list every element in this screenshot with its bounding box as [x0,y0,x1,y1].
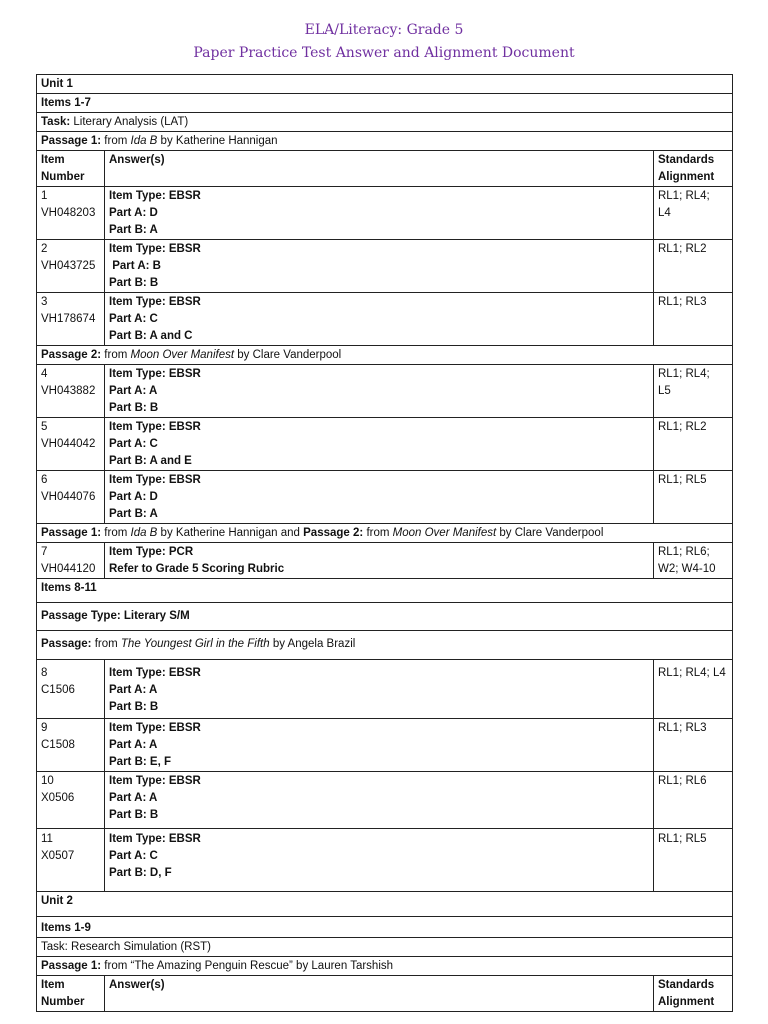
standards-line-1: RL1; RL4; [657,190,710,202]
part-a: Part A: A [109,684,158,696]
item-number-cell [37,719,105,772]
item-id: C1508 [41,739,75,751]
item-number: 3 [41,296,48,308]
item-number-cell [37,418,105,471]
item-number: 11 [41,833,53,845]
item-type: Item Type: EBSR [109,667,201,679]
part-a: Part A: A [109,385,158,397]
standards-cell [653,240,732,293]
item-number: 10 [41,775,54,787]
answer-cell [105,719,654,772]
header-standards: Standards [657,154,715,166]
part-b: Part B: A [109,508,158,520]
table-row [37,543,733,579]
standards-line-1: RL1; RL4; [657,368,710,380]
standards-cell [653,829,732,892]
standards-header [653,151,732,187]
passage-title: The Youngest Girl in the Fifth [120,638,270,650]
item-type: Item Type: PCR [109,546,194,558]
item-id: VH044042 [41,438,96,450]
standards-line-1: RL1; RL6; [657,546,710,558]
standards-line-1: RL1; RL3 [657,722,707,734]
item-number-cell [37,829,105,892]
passage-1-author: by Katherine Hannigan and [157,527,304,539]
item-id: X0507 [41,850,75,862]
passage-title: Ida B [130,135,158,147]
unit-2-passage-1-cell [37,957,733,976]
passage-1-row [37,132,733,151]
items-8-11-row [37,579,733,603]
table-row [37,471,733,524]
passage-from: from [101,349,131,361]
passage-author: by Clare Vanderpool [234,349,342,361]
part-b: Part B: D, F [109,867,172,879]
standards-cell [653,293,732,346]
header-item: Item [41,979,65,991]
answer-cell [105,471,654,524]
part-b: Part B: A [109,224,158,236]
unit-1-row [37,75,733,94]
passage-from: from [363,527,393,539]
part-a: Part A: D [109,491,158,503]
table-row [37,240,733,293]
answer-cell [105,829,654,892]
answer-alignment-table [36,74,733,1012]
part-b: Part B: B [109,701,159,713]
standards-line-2: L5 [657,385,671,397]
item-number-cell [37,293,105,346]
unit-2-passage-1-row [37,957,733,976]
part-b: Part B: B [109,402,159,414]
answer-cell [105,772,654,829]
standards-header [653,976,732,1012]
item-number-cell [37,365,105,418]
item-number-header [37,976,105,1012]
task-prefix: Task: [41,116,71,128]
item-id: VH178674 [41,313,96,325]
passage-title: Moon Over Manifest [130,349,235,361]
standards-line-2: W2; W4-10 [657,563,716,575]
standards-line-1: RL1; RL5 [657,833,707,845]
passage-prefix: Passage 1: [41,960,102,972]
standards-cell [653,187,732,240]
standards-cell [653,418,732,471]
passage-combined-row [37,524,733,543]
item-type: Item Type: EBSR [109,421,201,433]
standards-cell [653,660,732,719]
item-number: 2 [41,243,48,255]
header-number: Number [41,996,85,1008]
answers-header: Answer(s) [105,976,654,1012]
items-1-9-row [37,917,733,938]
passage-2-author: by Clare Vanderpool [496,527,604,539]
item-number-cell [37,772,105,829]
part-b: Part B: B [109,809,159,821]
items-1-7-label: Items 1-7 [37,94,733,113]
table-row [37,418,733,471]
standards-cell [653,772,732,829]
table-row [37,719,733,772]
standards-cell [653,719,732,772]
item-type: Item Type: EBSR [109,243,201,255]
answer-cell [105,365,654,418]
document-subtitle: Paper Practice Test Answer and Alignment Document [193,45,575,61]
standards-cell [653,471,732,524]
standards-line-2: L4 [657,207,671,219]
item-id: VH043725 [41,260,96,272]
item-number: 6 [41,474,48,486]
answer-cell [105,660,654,719]
answer-cell [105,293,654,346]
part-a: Part A: A [109,739,158,751]
item-id: VH044076 [41,491,96,503]
task-row [37,113,733,132]
column-header-row [37,151,733,187]
task-cell [37,113,733,132]
part-a: Part A: C [109,438,158,450]
item-number: 4 [41,368,48,380]
item-type: Item Type: EBSR [109,722,201,734]
passage-3-row [37,631,733,660]
passage-3-cell [37,631,733,660]
item-type: Item Type: EBSR [109,296,201,308]
unit-2-task-row [37,938,733,957]
item-type: Item Type: EBSR [109,474,201,486]
item-id: X0506 [41,792,75,804]
passage-author: by Angela Brazil [269,638,356,650]
table-row [37,829,733,892]
unit-2-label: Unit 2 [37,892,733,917]
item-number-cell [37,660,105,719]
standards-line-1: RL1; RL3 [657,296,707,308]
part-a: Part A: C [109,850,158,862]
item-type: Item Type: EBSR [109,775,201,787]
table-row [37,187,733,240]
part-a: Part A: A [109,792,158,804]
table-row [37,365,733,418]
document-title: ELA/Literacy: Grade 5 [304,22,464,38]
answer-cell [105,543,654,579]
item-number: 7 [41,546,48,558]
part-a: Part A: B [109,260,161,272]
answers-header: Answer(s) [105,151,654,187]
answer-cell [105,187,654,240]
item-number-cell [37,240,105,293]
standards-line-1: RL1; RL2 [657,421,707,433]
item-type: Item Type: EBSR [109,190,201,202]
item-id: VH044120 [41,563,96,575]
passage-2-prefix: Passage 2: [303,527,364,539]
item-id: VH048203 [41,207,96,219]
part-a: Part A: D [109,207,158,219]
table-row [37,772,733,829]
part-b: Part B: E, F [109,756,171,768]
item-number-cell [37,471,105,524]
item-type: Item Type: EBSR [109,833,201,845]
task-text: Literary Analysis (LAT) [70,116,189,128]
passage-text: from “The Amazing Penguin Rescue” by Lauren Tarshish [101,960,394,972]
part-b: Part B: A and E [109,455,192,467]
part-a: Part A: C [109,313,158,325]
items-8-11-label: Items 8-11 [37,579,733,603]
passage-2-title: Moon Over Manifest [392,527,497,539]
passage-from: from [101,135,131,147]
passage-2-row [37,346,733,365]
unit-1-label: Unit 1 [37,75,733,94]
items-1-9-label: Items 1-9 [37,917,733,938]
items-1-7-row [37,94,733,113]
item-number: 1 [41,190,48,202]
standards-cell [653,365,732,418]
rubric-reference: Refer to Grade 5 Scoring Rubric [109,563,285,575]
item-number-header [37,151,105,187]
unit-2-column-header-row [37,976,733,1012]
standards-line-1: RL1; RL4; L4 [657,667,726,679]
passage-type-label: Passage Type: Literary S/M [37,603,733,631]
header-item: Item [41,154,65,166]
standards-line-1: RL1; RL2 [657,243,707,255]
passage-prefix: Passage 1: [41,135,102,147]
header-alignment: Alignment [657,996,715,1008]
passage-author: by Katherine Hannigan [157,135,278,147]
passage-from: from [101,527,131,539]
header-alignment: Alignment [657,171,715,183]
table-row [37,660,733,719]
item-number: 9 [41,722,48,734]
item-id: C1506 [41,684,75,696]
passage-1-cell [37,132,733,151]
passage-2-cell [37,346,733,365]
header-number: Number [41,171,85,183]
standards-line-1: RL1; RL5 [657,474,707,486]
item-number-cell [37,543,105,579]
passage-prefix: Passage: [41,638,92,650]
item-number-cell [37,187,105,240]
standards-cell [653,543,732,579]
standards-line-1: RL1; RL6 [657,775,707,787]
part-b: Part B: A and C [109,330,193,342]
passage-1-prefix: Passage 1: [41,527,102,539]
item-number: 5 [41,421,48,433]
unit-2-row [37,892,733,917]
unit-2-task-cell: Task: Research Simulation (RST) [37,938,733,957]
answer-cell [105,240,654,293]
answer-cell [105,418,654,471]
passage-from: from [91,638,121,650]
passage-combined-cell [37,524,733,543]
table-row [37,293,733,346]
passage-type-row [37,603,733,631]
item-id: VH043882 [41,385,96,397]
passage-prefix: Passage 2: [41,349,102,361]
header-standards: Standards [657,979,715,991]
part-b: Part B: B [109,277,159,289]
item-type: Item Type: EBSR [109,368,201,380]
passage-1-title: Ida B [130,527,158,539]
item-number: 8 [41,667,48,679]
